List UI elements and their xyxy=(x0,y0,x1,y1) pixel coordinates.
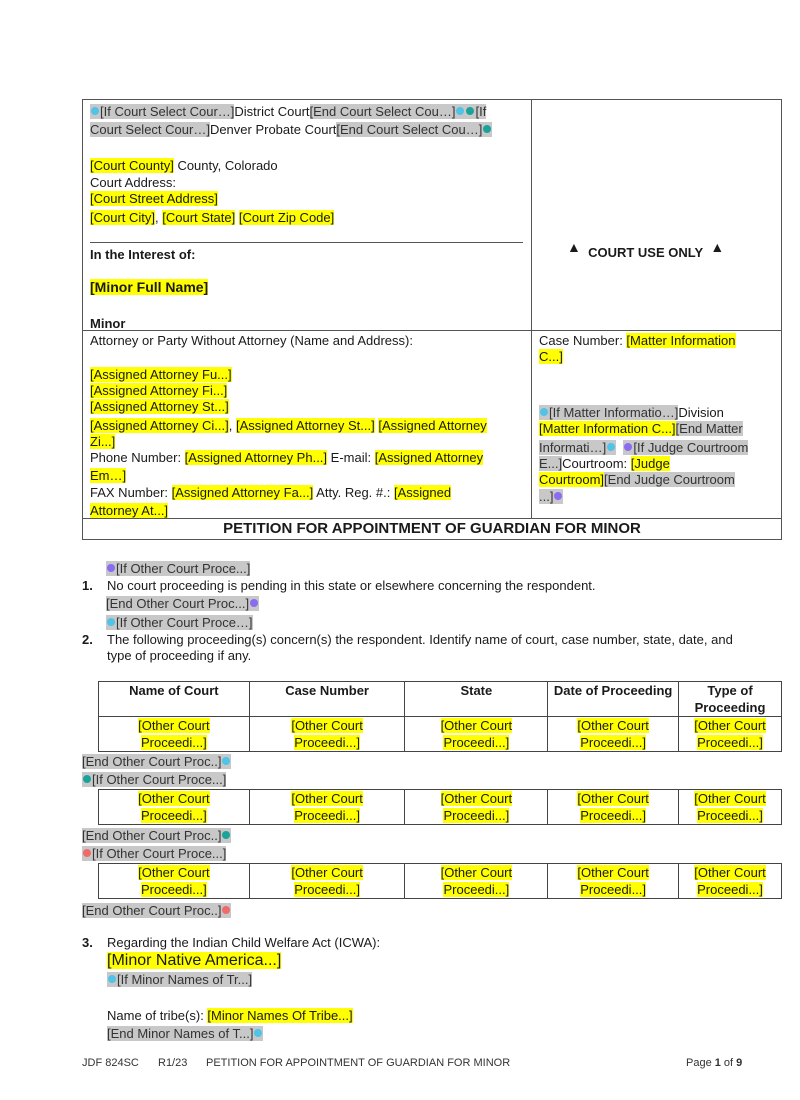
attorney-zip-cont xyxy=(90,433,115,450)
court-use-only-label: COURT USE ONLY xyxy=(588,245,704,260)
case-number-cont xyxy=(539,348,563,365)
row3-if-line xyxy=(82,845,226,862)
attorney-zip-field-cont[interactable]: Zi...] xyxy=(90,434,116,449)
court-select-end-tag[interactable]: [End Court Select Cou…] xyxy=(309,104,456,119)
footer-form-id: JDF 824SC xyxy=(82,1057,139,1069)
courtroom-field-cont[interactable]: Courtroom] xyxy=(539,472,605,487)
section2-text-line1: The following proceeding(s) concern(s) the respondent. Identify name of court, case number, state, date, and xyxy=(107,632,733,647)
cell-name-of-court[interactable]: [Other Court Proceedi...] xyxy=(99,864,250,899)
division-end-line xyxy=(539,439,748,456)
row2-end-tag[interactable]: [End Other Court Proc..] xyxy=(82,828,222,843)
marker-teal-icon xyxy=(466,107,474,115)
attorney-firm-field[interactable]: [Assigned Attorney Fi...] xyxy=(90,383,228,398)
marker-purple-icon xyxy=(554,492,562,500)
attorney-name-line xyxy=(90,366,232,383)
cell-date[interactable]: [Other Court Proceedi...] xyxy=(548,790,679,825)
section1-if-line xyxy=(106,560,250,577)
fax-label: FAX Number: xyxy=(90,485,172,500)
marker-teal-icon xyxy=(222,831,230,839)
case-number-label: Case Number: xyxy=(539,333,627,348)
cell-case-number[interactable]: [Other Court Proceedi...] xyxy=(249,790,405,825)
page-total: 9 xyxy=(736,1057,743,1069)
court-select-if-tag-2[interactable]: [If xyxy=(475,104,487,119)
attorney-full-name-field[interactable]: [Assigned Attorney Fu...] xyxy=(90,367,232,382)
minor-name-line xyxy=(90,279,208,296)
header-date-of-proceeding: Date of Proceeding xyxy=(548,682,679,717)
tribe-end-line xyxy=(107,1025,263,1042)
division-value-line xyxy=(539,420,743,437)
court-city-line xyxy=(90,209,334,226)
cell-type[interactable]: [Other Court Proceedi...] xyxy=(679,717,782,752)
reg-label: Atty. Reg. #.: xyxy=(313,485,394,500)
court-zip-field[interactable]: [Court Zip Code] xyxy=(238,210,335,225)
triangle-up-icon: ▲ xyxy=(710,239,725,255)
attorney-zip-field[interactable]: [Assigned Attorney xyxy=(378,418,487,433)
county-suffix: County, Colorado xyxy=(173,158,278,173)
table-row xyxy=(99,790,782,825)
proceedings-table-row2 xyxy=(98,789,782,825)
attorney-state-field[interactable]: [Assigned Attorney St...] xyxy=(235,418,375,433)
caption-right-top xyxy=(531,99,782,331)
cell-state[interactable]: [Other Court Proceedi...] xyxy=(405,864,548,899)
reg-cont xyxy=(90,502,168,519)
attorney-firm-line xyxy=(90,382,227,399)
court-street-field[interactable]: [Court Street Address] xyxy=(90,191,218,206)
cell-name-of-court[interactable]: [Other Court Proceedi...] xyxy=(99,790,250,825)
court-select-if-tag[interactable]: [If Court Select Cour…] xyxy=(100,104,235,119)
row1-end-tag[interactable]: [End Other Court Proc..] xyxy=(82,754,222,769)
header-state: State xyxy=(405,682,548,717)
courtroom-end-line xyxy=(539,488,563,505)
caption-divider xyxy=(90,242,523,243)
court-select-line-1 xyxy=(90,103,486,121)
section3-number: 3. xyxy=(82,935,93,950)
courtroom-if-tag-cont[interactable]: E...] xyxy=(539,456,563,471)
attorney-street-line xyxy=(90,398,229,415)
court-city-field[interactable]: [Court City] xyxy=(90,210,156,225)
tribe-names-field[interactable]: [Minor Names Of Tribe...] xyxy=(207,1008,353,1023)
email-cont xyxy=(90,467,126,484)
marker-red-icon xyxy=(222,906,230,914)
marker-teal-icon xyxy=(483,125,491,133)
cell-state[interactable]: [Other Court Proceedi...] xyxy=(405,790,548,825)
native-line xyxy=(107,951,281,970)
interest-label: In the Interest of: xyxy=(90,247,196,262)
court-type-value-2: Denver Probate Court xyxy=(209,122,337,137)
minor-native-american-field[interactable]: [Minor Native America...] xyxy=(107,952,282,969)
header-type-of-proceeding: Type of Proceeding xyxy=(679,682,782,717)
tribe-label: Name of tribe(s): xyxy=(107,1008,208,1023)
cell-type[interactable]: [Other Court Proceedi...] xyxy=(679,790,782,825)
court-street-line xyxy=(90,190,218,207)
court-select-line-2 xyxy=(90,121,492,139)
cell-state[interactable]: [Other Court Proceedi...] xyxy=(405,717,548,752)
row1-end-line xyxy=(82,753,231,770)
email-label: E-mail: xyxy=(327,450,375,465)
cell-type[interactable]: [Other Court Proceedi...] xyxy=(679,864,782,899)
footer-page-number xyxy=(686,1057,742,1069)
cell-case-number[interactable]: [Other Court Proceedi...] xyxy=(249,864,405,899)
attorney-fax-field[interactable]: [Assigned Attorney Fa...] xyxy=(171,485,314,500)
section3-text: Regarding the Indian Child Welfare Act (ICWA): xyxy=(107,935,381,950)
marker-cyan-icon xyxy=(254,1029,262,1037)
section2-number: 2. xyxy=(82,632,93,647)
division-label: Division xyxy=(678,405,724,420)
table-row xyxy=(99,864,782,899)
attorney-city-field[interactable]: [Assigned Attorney Ci...] xyxy=(90,418,229,433)
court-type-value: District Court xyxy=(234,104,310,119)
header-case-number: Case Number xyxy=(249,682,405,717)
marker-cyan-icon xyxy=(222,757,230,765)
court-county-field[interactable]: [Court County] xyxy=(90,158,174,173)
cell-name-of-court[interactable]: [Other Court Proceedi...] xyxy=(99,717,250,752)
row2-if-line xyxy=(82,771,226,788)
division-line xyxy=(539,404,724,421)
section1-end-line xyxy=(106,595,259,612)
case-number-field[interactable]: [Matter Information xyxy=(626,333,736,348)
page-label: Page xyxy=(686,1057,715,1069)
tribe-end-tag[interactable]: [End Minor Names of T...] xyxy=(107,1026,254,1041)
attorney-city-line xyxy=(90,417,487,434)
cell-case-number[interactable]: [Other Court Proceedi...] xyxy=(249,717,405,752)
row3-end-line xyxy=(82,902,231,919)
section1-number: 1. xyxy=(82,578,93,593)
section2-text-line2: type of proceeding if any. xyxy=(107,648,252,663)
phone-label: Phone Number: xyxy=(90,450,185,465)
attorney-email-field[interactable]: [Assigned Attorney xyxy=(374,450,484,465)
marker-teal-icon xyxy=(83,775,91,783)
marker-purple-icon xyxy=(107,564,115,572)
table-row xyxy=(99,717,782,752)
court-county-line xyxy=(90,157,278,174)
courtroom-end-tag[interactable]: [End Judge Courtroom xyxy=(604,472,735,487)
footer-revision: R1/23 xyxy=(158,1057,188,1069)
footer-title: PETITION FOR APPOINTMENT OF GUARDIAN FOR MINOR xyxy=(206,1057,511,1069)
row2-end-line xyxy=(82,827,231,844)
marker-purple-icon xyxy=(624,443,632,451)
section1-text: No court proceeding is pending in this state or elsewhere concerning the respondent. xyxy=(107,578,596,593)
marker-cyan-icon xyxy=(456,107,464,115)
case-number-line xyxy=(539,332,736,349)
attorney-street-field[interactable]: [Assigned Attorney St...] xyxy=(90,399,229,414)
marker-cyan-icon xyxy=(107,618,115,626)
case-number-field-cont[interactable]: C...] xyxy=(539,349,563,364)
document-title: PETITION FOR APPOINTMENT OF GUARDIAN FOR MINOR xyxy=(82,518,782,540)
marker-cyan-icon xyxy=(540,408,548,416)
section1-if-tag[interactable]: [If Other Court Proce...] xyxy=(116,561,251,576)
attorney-phone-field[interactable]: [Assigned Attorney Ph...] xyxy=(184,450,328,465)
section2-if-line xyxy=(106,614,253,631)
cell-date[interactable]: [Other Court Proceedi...] xyxy=(548,864,679,899)
phone-line xyxy=(90,449,483,466)
court-address-label: Court Address: xyxy=(90,175,176,190)
proceedings-table xyxy=(98,681,782,752)
tribe-line xyxy=(107,1007,353,1024)
courtroom-end-tag-cont[interactable]: ...] xyxy=(539,489,554,504)
division-field[interactable]: [Matter Information C...] xyxy=(539,421,676,436)
division-end-tag-cont[interactable]: Informati…] xyxy=(539,440,607,455)
attorney-reg-field[interactable]: [Assigned xyxy=(393,485,452,500)
marker-cyan-icon xyxy=(108,975,116,983)
court-use-only xyxy=(567,239,725,261)
minor-name-field[interactable]: [Minor Full Name] xyxy=(90,279,209,295)
division-if-tag[interactable]: [If Matter Informatio…] xyxy=(549,405,679,420)
courtroom-line xyxy=(539,455,670,472)
marker-purple-icon xyxy=(250,599,258,607)
court-state-field[interactable]: [Court State] xyxy=(162,210,236,225)
row2-if-tag[interactable]: [If Other Court Proce...] xyxy=(92,772,227,787)
court-select-if-tag-2-cont[interactable]: Court Select Cour…] xyxy=(90,122,210,137)
header-name-of-court: Name of Court xyxy=(99,682,250,717)
page-current: 1 xyxy=(714,1057,721,1069)
fax-line xyxy=(90,484,451,501)
attorney-header: Attorney or Party Without Attorney (Name and Address): xyxy=(90,333,413,348)
tribe-if-line xyxy=(107,971,252,988)
courtroom-label: Courtroom: xyxy=(562,456,631,471)
courtroom-value-line xyxy=(539,471,735,488)
table-header-row xyxy=(99,682,782,717)
division-end-tag[interactable]: [End Matter xyxy=(675,421,743,436)
courtroom-if-tag[interactable]: [If Judge Courtroom xyxy=(633,440,749,455)
marker-cyan-icon xyxy=(91,107,99,115)
courtroom-field[interactable]: [Judge xyxy=(630,456,670,471)
row3-end-tag[interactable]: [End Other Court Proc..] xyxy=(82,903,222,918)
cell-date[interactable]: [Other Court Proceedi...] xyxy=(548,717,679,752)
marker-red-icon xyxy=(83,849,91,857)
triangle-up-icon: ▲ xyxy=(567,239,581,255)
section1-end-tag[interactable]: [End Other Court Proc...] xyxy=(106,596,250,611)
proceedings-table-row3 xyxy=(98,863,782,899)
minor-label: Minor xyxy=(90,316,126,331)
page-of: of xyxy=(720,1057,737,1069)
comma: , xyxy=(228,418,233,433)
attorney-reg-field-cont[interactable]: Attorney At...] xyxy=(90,503,169,518)
row3-if-tag[interactable]: [If Other Court Proce...] xyxy=(92,846,227,861)
tribe-if-tag[interactable]: [If Minor Names of Tr...] xyxy=(117,972,253,987)
marker-cyan-icon xyxy=(607,443,615,451)
comma: , xyxy=(155,210,159,225)
attorney-email-field-cont[interactable]: Em…] xyxy=(90,468,127,483)
section2-if-tag[interactable]: [If Other Court Proce…] xyxy=(116,615,253,630)
court-select-end-tag-2[interactable]: [End Court Select Cou…] xyxy=(336,122,483,137)
